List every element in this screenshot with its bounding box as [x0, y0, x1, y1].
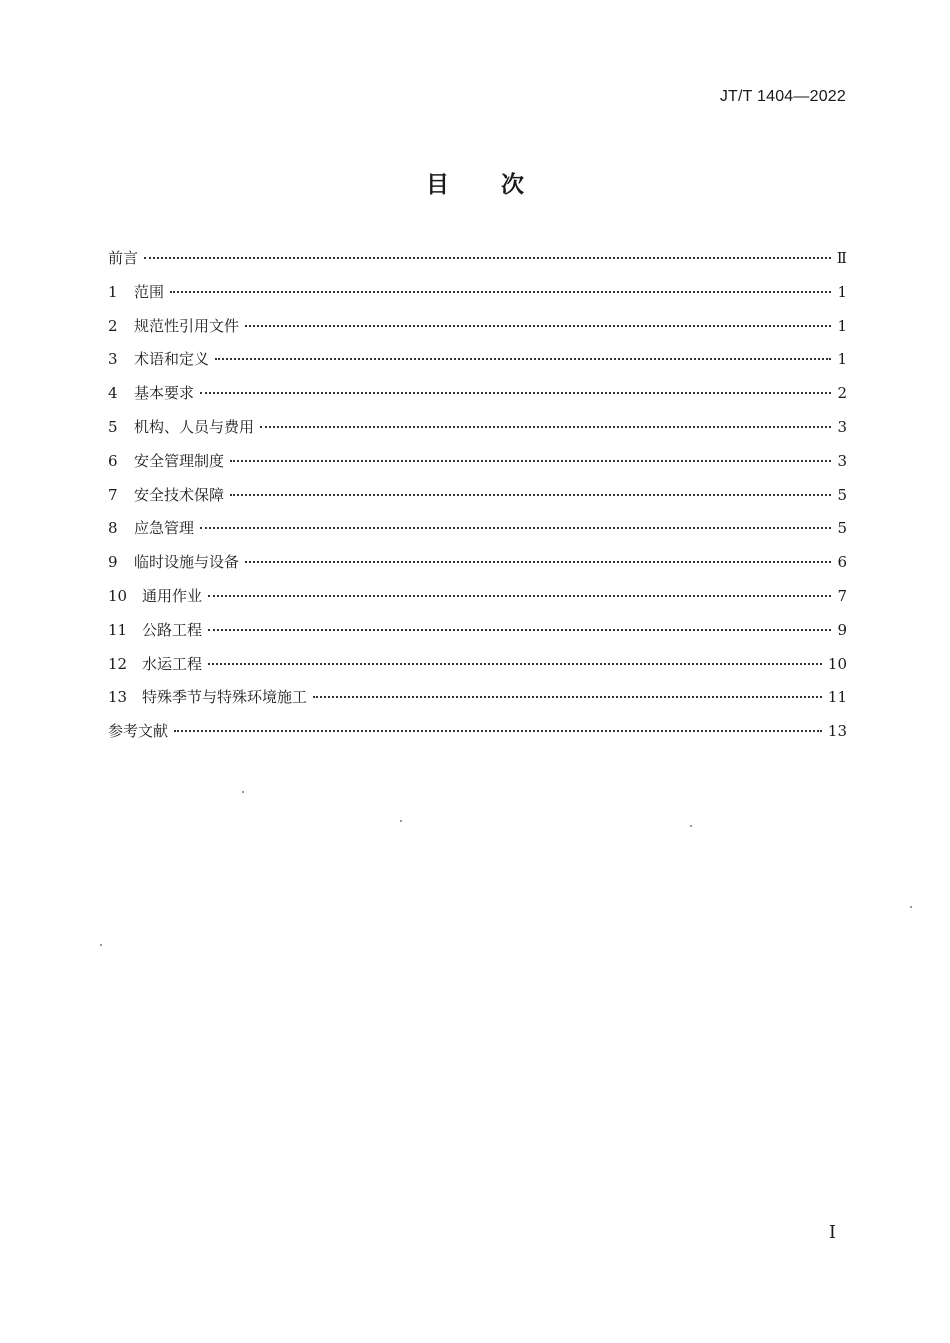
toc-leader-dots — [260, 426, 831, 428]
toc-entry-label: 机构、人员与费用 — [134, 417, 255, 436]
toc-entry-page: 10 — [827, 654, 847, 673]
toc-entry-number: 6 — [108, 451, 118, 470]
toc-leader-dots — [208, 595, 831, 597]
toc-entry-label: 公路工程 — [142, 620, 203, 639]
toc-entry-9[interactable] — [108, 550, 847, 584]
toc-entry-page: 1 — [837, 282, 847, 301]
toc-leader-dots — [245, 325, 831, 327]
toc-entry-number: 13 — [108, 688, 128, 707]
toc-entry-7[interactable] — [108, 483, 847, 517]
toc-entry-page: 1 — [837, 316, 847, 335]
toc-entry-label: 通用作业 — [142, 586, 203, 605]
toc-entry-bibliography[interactable] — [108, 719, 847, 753]
scan-speck — [690, 825, 692, 827]
toc-entry-number: 2 — [108, 316, 118, 335]
toc-entry-8[interactable] — [108, 516, 847, 550]
scan-speck — [400, 820, 402, 822]
toc-entry-page: 3 — [837, 417, 847, 436]
toc-entry-label: 特殊季节与特殊环境施工 — [142, 688, 308, 707]
toc-entry-number: 4 — [108, 384, 118, 403]
toc-leader-dots — [245, 561, 831, 563]
toc-entry-13[interactable] — [108, 685, 847, 719]
toc-entry-label: 水运工程 — [142, 654, 203, 673]
toc-leader-dots — [144, 257, 831, 259]
toc-leader-dots — [208, 663, 822, 665]
toc-entry-page: 11 — [827, 688, 847, 707]
toc-entry-label: 安全技术保障 — [134, 485, 225, 504]
toc-entry-number: 8 — [108, 519, 118, 538]
toc-entry-4[interactable] — [108, 381, 847, 415]
toc-entry-1[interactable] — [108, 280, 847, 314]
toc-entry-page: 13 — [827, 722, 847, 741]
toc-entry-label: 基本要求 — [134, 384, 195, 403]
toc-entry-label: 规范性引用文件 — [134, 316, 240, 335]
toc-entry-5[interactable] — [108, 415, 847, 449]
toc-leader-dots — [230, 494, 831, 496]
toc-entry-number: 1 — [108, 282, 118, 301]
toc-entry-number: 7 — [108, 485, 118, 504]
toc-leader-dots — [200, 527, 831, 529]
toc-entry-number: 3 — [108, 350, 118, 369]
toc-entry-page: 5 — [837, 485, 847, 504]
toc-entry-page: 2 — [837, 384, 847, 403]
table-of-contents — [108, 246, 847, 753]
toc-entry-3[interactable] — [108, 347, 847, 381]
toc-entry-number: 9 — [108, 553, 118, 572]
toc-entry-6[interactable] — [108, 449, 847, 483]
toc-leader-dots — [174, 730, 822, 732]
toc-entry-label: 范围 — [134, 282, 165, 301]
toc-entry-label: 临时设施与设备 — [134, 553, 240, 572]
page-number: Ⅰ — [828, 1222, 836, 1243]
toc-entry-label: 术语和定义 — [134, 350, 210, 369]
toc-entry-page: 7 — [837, 586, 847, 605]
scan-speck — [910, 906, 912, 908]
toc-entry-number: 12 — [108, 654, 128, 673]
toc-leader-dots — [208, 629, 831, 631]
toc-entry-page: 3 — [837, 451, 847, 470]
toc-entry-10[interactable] — [108, 584, 847, 618]
toc-entry-number: 10 — [108, 586, 128, 605]
toc-entry-2[interactable] — [108, 314, 847, 348]
toc-leader-dots — [230, 460, 831, 462]
toc-leader-dots — [215, 358, 831, 360]
toc-entry-page: 5 — [837, 519, 847, 538]
toc-entry-label: 安全管理制度 — [134, 451, 225, 470]
toc-title: 目次 — [426, 172, 576, 198]
toc-leader-dots — [313, 696, 822, 698]
toc-entry-11[interactable] — [108, 618, 847, 652]
toc-entry-label: 前言 — [108, 249, 139, 267]
toc-entry-page: 6 — [837, 553, 847, 572]
toc-entry-label: 参考文献 — [108, 722, 169, 741]
toc-entry-12[interactable] — [108, 652, 847, 686]
scan-speck — [242, 791, 244, 793]
toc-entry-page: 9 — [837, 620, 847, 639]
toc-leader-dots — [170, 291, 831, 293]
toc-entry-number: 5 — [108, 417, 118, 436]
toc-entry-label: 应急管理 — [134, 519, 195, 538]
toc-entry-page: Ⅱ — [836, 249, 847, 267]
toc-leader-dots — [200, 392, 831, 394]
toc-entry-foreword[interactable] — [108, 246, 847, 280]
toc-entry-page: 1 — [837, 350, 847, 369]
scan-speck — [100, 944, 102, 946]
toc-entry-number: 11 — [108, 620, 128, 639]
document-code: JT/T 1404—2022 — [719, 88, 846, 105]
